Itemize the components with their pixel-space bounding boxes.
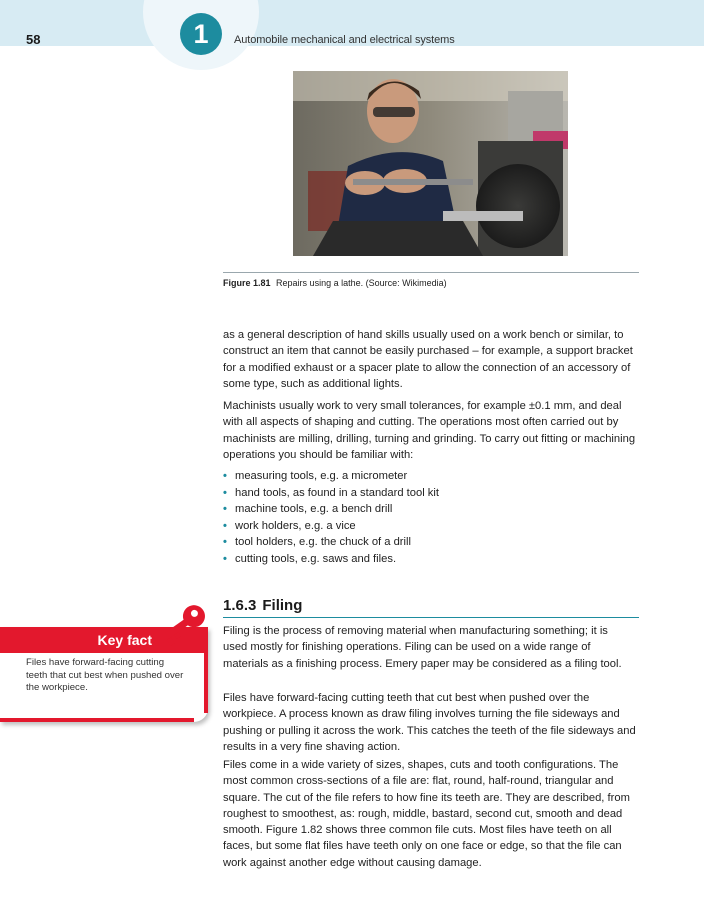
key-fact-title: Key fact (97, 632, 152, 648)
lathe-photo (293, 71, 568, 256)
section-number: 1.6.3 (223, 597, 257, 614)
bullet-icon: • (223, 503, 227, 516)
figure-label: Figure 1.81 (223, 278, 271, 288)
bullet-icon: • (223, 519, 227, 532)
figure-caption-text: Repairs using a lathe. (Source: Wikimedia) (276, 278, 447, 288)
tools-list (223, 468, 643, 568)
figure-caption (223, 278, 447, 288)
section-heading (223, 597, 639, 618)
paragraph-machinists (223, 398, 643, 463)
paragraph: Files have forward-facing cutting teeth that cut best when pushed over the workpiece. A process known as draw filing involves turning the file sideways and pushing or pulling it across the work. This catches the teeth of the file sideways and results in a very fine shaving action. (223, 692, 636, 753)
key-fact-text: Files have forward-facing cutting teeth that cut best when pushed over the workpiece. (26, 657, 184, 694)
list-item: • work holders, e.g. a vice (223, 518, 643, 535)
list-item: • measuring tools, e.g. a micrometer (223, 468, 643, 485)
list-item: • machine tools, e.g. a bench drill (223, 501, 643, 518)
paragraph: Machinists usually work to very small tolerances, for example ±0.1 mm, and deal with all aspects of shaping and cutting. The operations most often carried out by machinists are milling, drilling, turning and grinding. To carry out fitting or machining operations you should be familiar with: (223, 400, 636, 461)
list-item: • cutting tools, e.g. saws and files. (223, 551, 643, 568)
running-title: Automobile mechanical and electrical systems (234, 34, 455, 46)
bullet-icon: • (223, 486, 227, 499)
paragraph: Files come in a wide variety of sizes, shapes, cuts and tooth configurations. The most common cross-sections of a file are: flat, round, half-round, triangular and square. The cut of the file refers to how fine its teeth are. They are described, from roughest to smoothest, as: rough, middle, bastard, second cut, smooth and dead smooth. Figure 1.82 shows three common file cuts. Most files have teeth on all faces, but some flat files have teeth only on one face or edge, so that the file can work against another edge without causing damage. (223, 759, 630, 869)
figure-rule (223, 272, 639, 273)
key-fact-border (0, 718, 194, 722)
list-item: • tool holders, e.g. the chuck of a drill (223, 534, 643, 551)
paragraph-file-varieties (223, 757, 643, 871)
paragraph-fitting (223, 327, 643, 392)
page-number: 58 (26, 32, 41, 47)
section-title: Filing (262, 597, 303, 614)
bullet-icon: • (223, 552, 227, 565)
bullet-icon: • (223, 536, 227, 549)
paragraph: Filing is the process of removing material when manufacturing something; it is used mostly for finishing operations. Filing can be used on a wide range of materials as a finishing process. Emery paper may be considered as a filing tool. (223, 625, 622, 670)
paragraph-filing-intro (223, 623, 623, 672)
lathe-photo-illustration (293, 71, 568, 256)
chapter-badge: 1 (180, 13, 222, 55)
bullet-icon: • (223, 470, 227, 482)
paragraph: as a general description of hand skills usually used on a work bench or similar, to construct an item that cannot be easily purchased – for example, a support bracket for a modified exhaust or a spacer plate to allow the connection of an accessory of some type, such as additional lights. (223, 329, 633, 390)
paragraph-forward-teeth (223, 690, 643, 755)
list-item: • hand tools, as found in a standard tool kit (223, 485, 643, 502)
key-icon (150, 605, 214, 649)
key-fact-border (204, 653, 208, 713)
